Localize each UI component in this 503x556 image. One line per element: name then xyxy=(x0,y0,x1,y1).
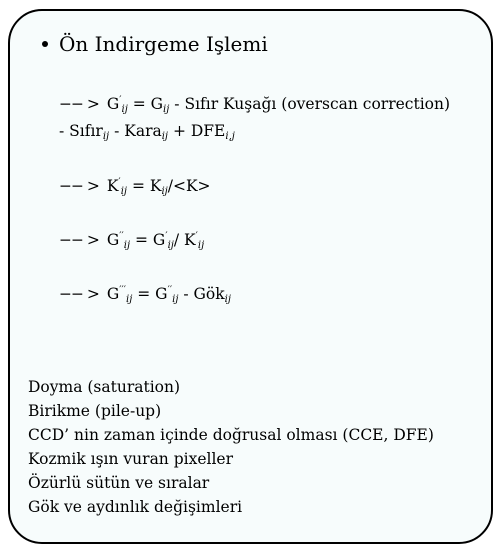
step-2-var: K xyxy=(106,177,119,195)
step-2-tail: /<K> xyxy=(167,177,211,195)
equals-part: = G xyxy=(132,285,168,303)
divide-part: / K xyxy=(173,231,196,249)
slide-title xyxy=(42,34,268,54)
step-1-var: G xyxy=(106,95,120,113)
step-1-line-2 xyxy=(59,124,235,142)
prime-mark: ′′′ xyxy=(119,285,127,296)
subscript: ij xyxy=(102,131,110,142)
arrow-2: −− > xyxy=(59,177,99,195)
equals-part: = K xyxy=(127,177,162,195)
step-4-line xyxy=(59,286,231,305)
list-item: Birikme (pile-up) xyxy=(28,402,162,420)
kara-term: - Kara xyxy=(109,122,162,140)
subscript: ij xyxy=(123,240,131,251)
bullet-icon xyxy=(42,41,48,47)
subscript: ij xyxy=(120,186,128,197)
arrow-4: −− > xyxy=(59,285,99,303)
subscript: ij xyxy=(163,104,170,115)
slide-title-text: Ön Indirgeme Işlemi xyxy=(59,32,268,56)
subscript: ij xyxy=(167,240,174,251)
equals-part: = G xyxy=(127,95,164,113)
arrow-1: −− > xyxy=(59,95,99,113)
subscript: ij xyxy=(224,294,231,305)
subscript: ij xyxy=(161,186,168,197)
prime-mark: ′′ xyxy=(119,231,124,242)
prime-mark: ′ xyxy=(165,231,168,242)
step-3-line xyxy=(59,232,204,251)
step-4-var: G xyxy=(106,285,120,303)
prime-mark: ′ xyxy=(118,177,121,188)
sifir-term: - Sıfır xyxy=(59,122,103,140)
subscript: ij xyxy=(172,294,179,305)
step-2-line xyxy=(59,178,211,197)
prime-mark: ′ xyxy=(119,95,122,106)
dfe-term: + DFE xyxy=(168,122,226,140)
list-item: Doyma (saturation) xyxy=(28,378,181,396)
equals-part: = G xyxy=(130,231,166,249)
step-1-line-1 xyxy=(59,96,450,115)
step-3-var: G xyxy=(106,231,120,249)
prime-mark: ′ xyxy=(195,231,198,242)
step-1-tail: - Sıfır Kuşağı (overscan correction) xyxy=(169,95,451,113)
subscript: i,j xyxy=(225,131,235,142)
list-item: Gök ve aydınlık değişimleri xyxy=(28,498,243,516)
subscript: ij xyxy=(126,294,133,305)
subscript: ij xyxy=(121,104,128,115)
gok-term: - Gök xyxy=(178,285,225,303)
list-item: Özürlü sütün ve sıralar xyxy=(28,474,210,492)
arrow-3: −− > xyxy=(59,231,99,249)
prime-mark: ′′ xyxy=(167,285,173,296)
issues-list xyxy=(28,375,434,519)
list-item: Kozmik ışın vuran pixeller xyxy=(28,450,234,468)
list-item: CCD’ nin zaman içinde doğrusal olması (CCE, DFE) xyxy=(28,426,434,444)
subscript: ij xyxy=(161,131,169,142)
subscript: ij xyxy=(197,240,205,251)
